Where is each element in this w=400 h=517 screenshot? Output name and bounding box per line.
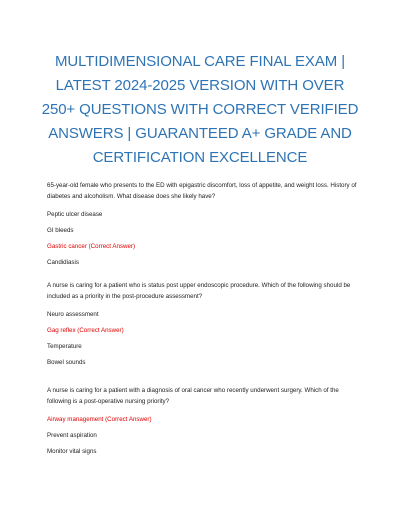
answer-option: Monitor vital signs — [47, 448, 97, 456]
answer-option: Bowel sounds — [47, 359, 86, 367]
question-text: 65-year-old female who presents to the ED with epigastric discomfort, loss of appetite, and weight loss. History of diabetes and alcoholism. What disease does she likely have? — [47, 182, 357, 200]
answer-option: Temperature — [47, 343, 82, 351]
answer-option: Neuro assessment — [47, 310, 99, 318]
correct-answer-option: Gastric cancer (Correct Answer) — [47, 243, 136, 251]
question-block-1 — [47, 181, 362, 276]
question-block-2 — [47, 281, 362, 376]
answer-option: GI bleeds — [47, 226, 74, 234]
question-text: A nurse is caring for a patient with a diagnosis of oral cancer who recently underwent surgery. Which of the following is a post-operative nursing priority? — [47, 387, 339, 405]
correct-answer-option: Gag reflex (Correct Answer) — [47, 326, 124, 334]
answer-option: Peptic ulcer disease — [47, 210, 103, 218]
question-block-3 — [47, 386, 362, 464]
document-title: MULTIDIMENSIONAL CARE FINAL EXAM | LATEST 2024-2025 VERSION WITH OVER 250+ QUESTIONS WITH CORRECT VERIFIED ANSWERS | GUARANTEED A+ GRADE AND CERTIFICATION EXCELLENCE — [41, 53, 359, 166]
correct-answer-option: Airway management (Correct Answer) — [47, 415, 152, 423]
answer-option: Prevent aspiration — [47, 431, 97, 439]
answer-option: Candidiasis — [47, 259, 79, 267]
question-text: A nurse is caring for a patient who is status post upper endoscopic procedure. Which of the following should be included as a priority in the post-procedure assessment? — [47, 282, 351, 300]
